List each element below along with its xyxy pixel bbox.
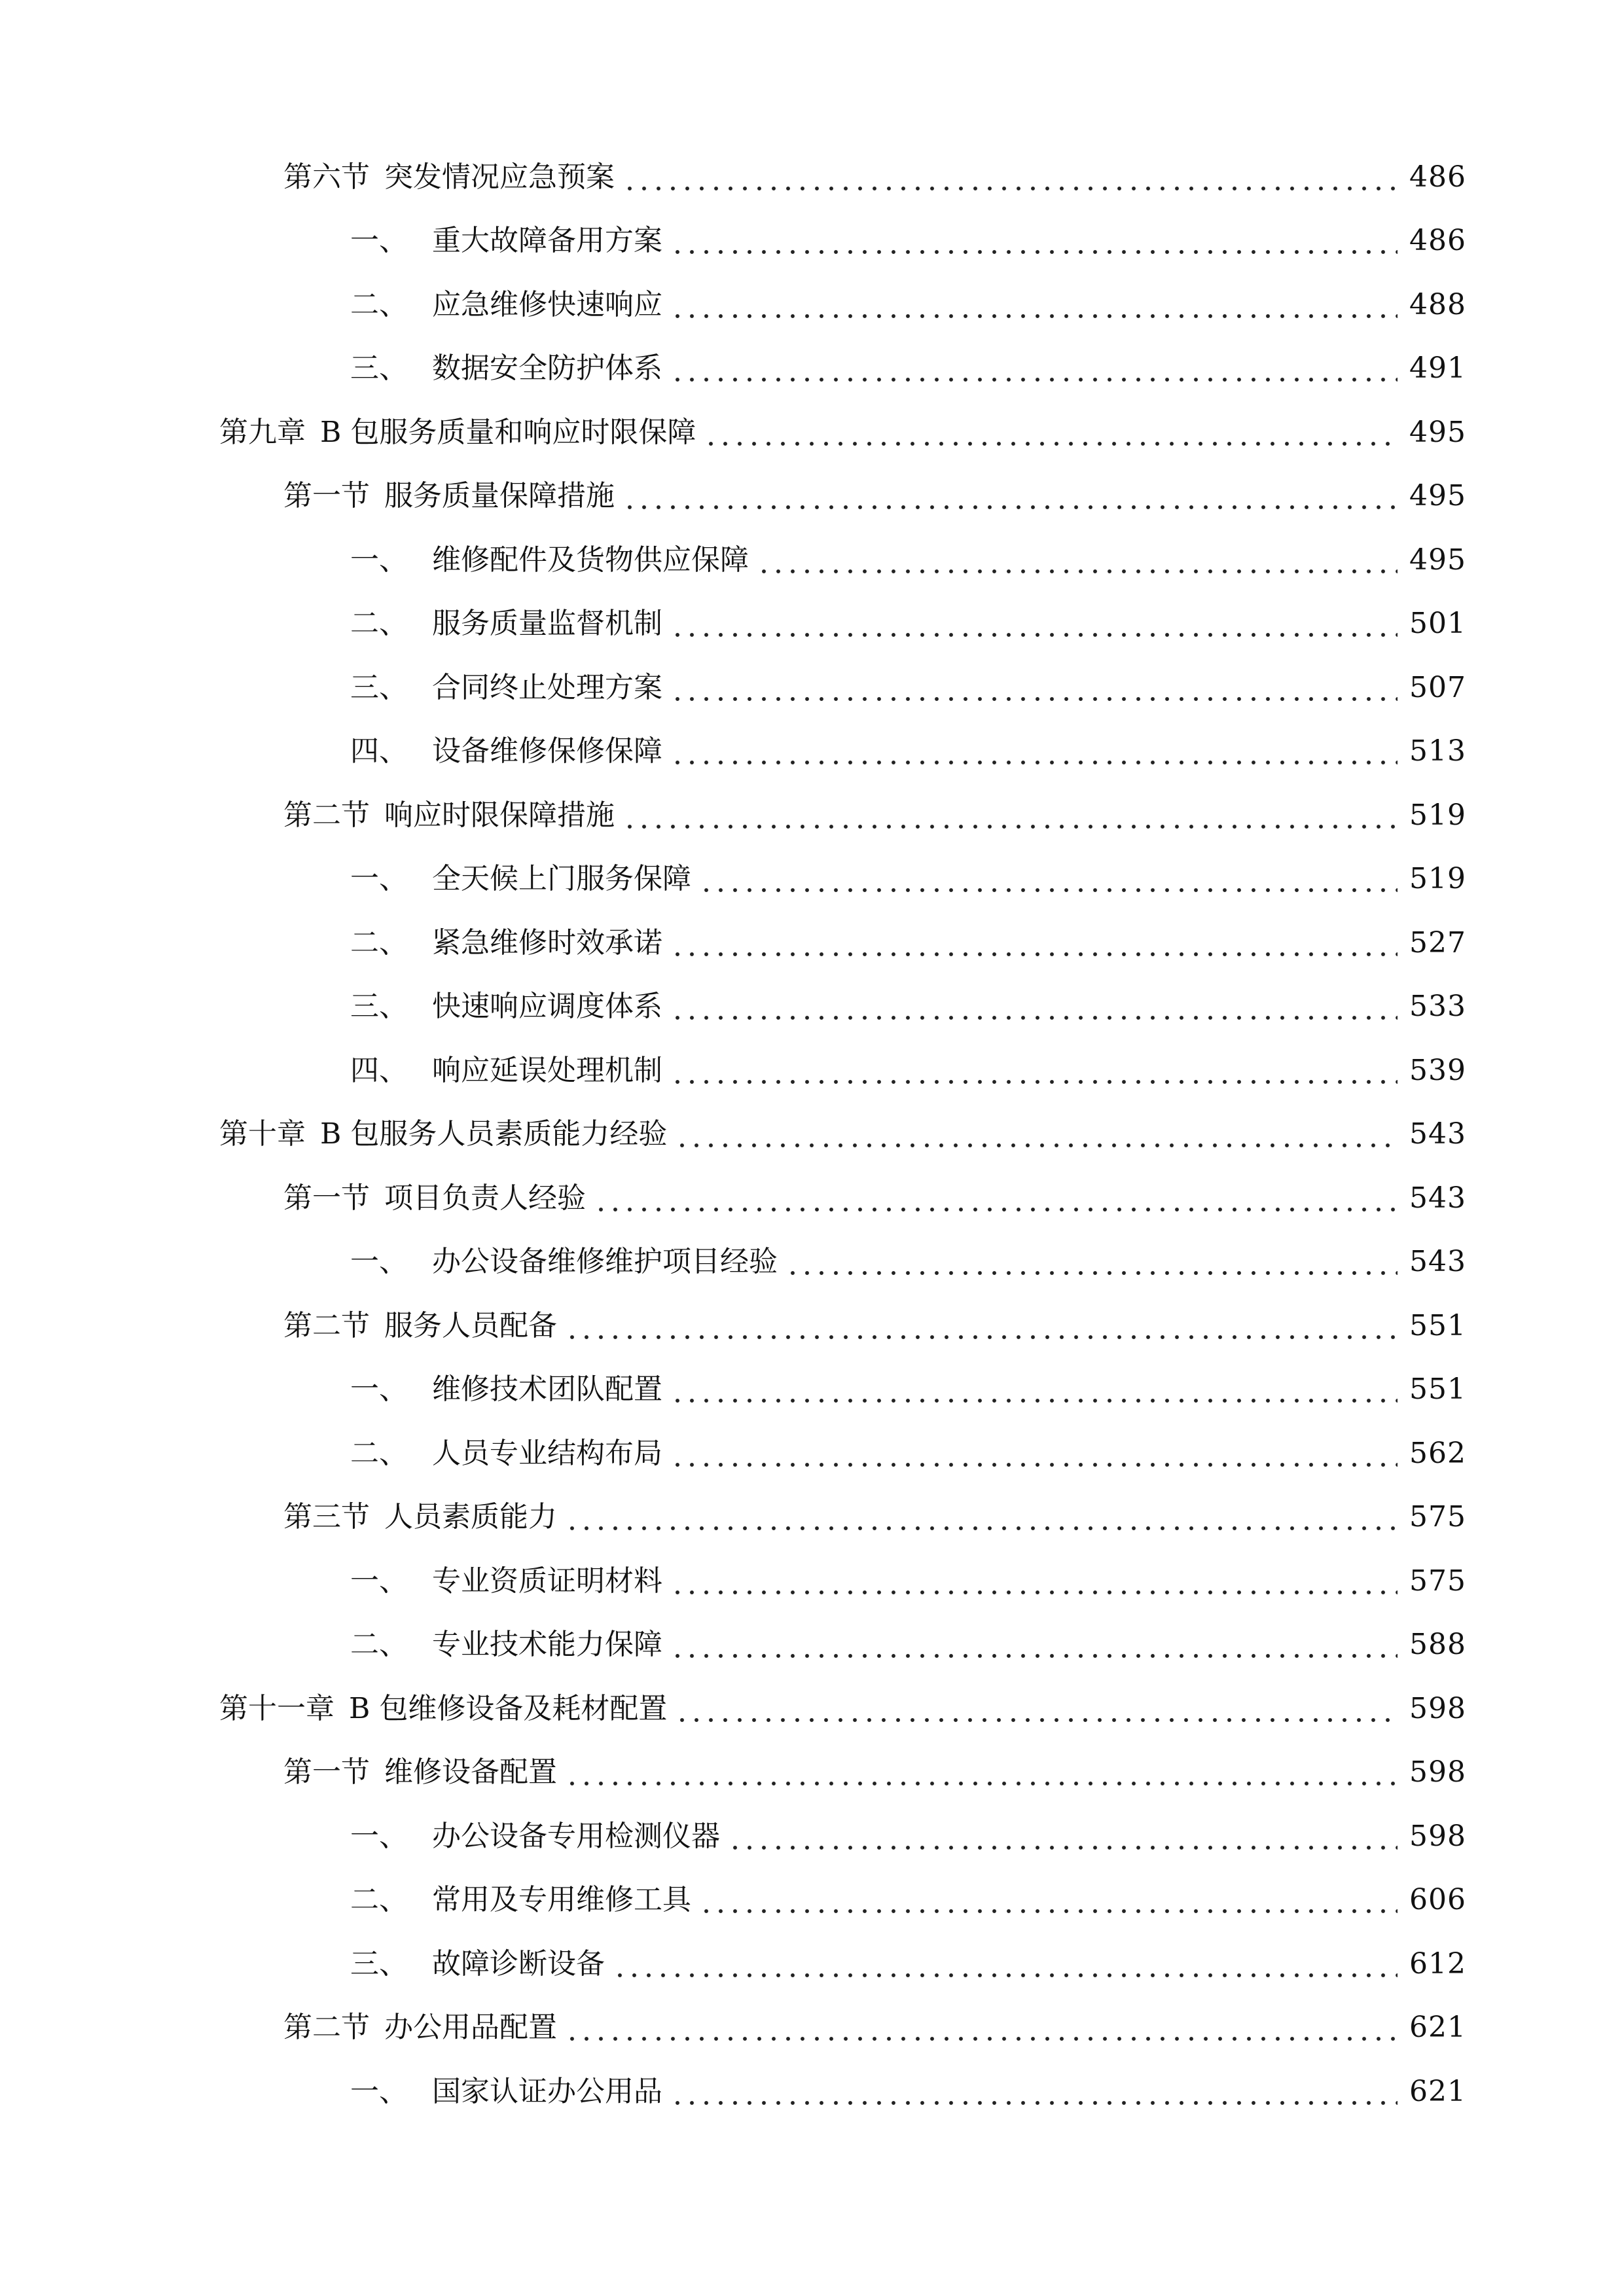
toc-entry-page-number: 598	[1409, 1819, 1466, 1853]
dot-leader	[623, 163, 1398, 192]
toc-entry-title: 重大故障备用方案	[432, 224, 662, 258]
dot-leader	[565, 1503, 1398, 1532]
toc-entry-label	[350, 351, 662, 386]
toc-entry-label	[350, 1819, 720, 1853]
toc-entry-label	[350, 1372, 662, 1407]
dot-leader	[565, 1312, 1398, 1340]
toc-entry[interactable]	[0, 1166, 1624, 1230]
dot-leader	[699, 1886, 1398, 1914]
toc-entry-number: 二、	[350, 925, 408, 960]
toc-entry-title: 响应延误处理机制	[432, 1053, 662, 1087]
toc-entry-label	[283, 1755, 557, 1789]
dot-leader	[670, 1439, 1398, 1468]
toc-entry-page-number: 575	[1409, 1564, 1466, 1598]
dot-leader	[670, 291, 1398, 319]
toc-entry-page-number: 519	[1409, 798, 1466, 832]
toc-entry-number: 第十一章	[219, 1691, 334, 1725]
toc-entry-page-number: 486	[1409, 160, 1466, 194]
toc-entry-title: 响应时限保障措施	[384, 798, 615, 832]
toc-entry-label	[283, 1500, 557, 1534]
dot-leader	[670, 1630, 1398, 1659]
toc-entry[interactable]	[0, 1358, 1624, 1422]
toc-entry-title: 服务质量保障措施	[384, 479, 615, 513]
toc-entry-title: 故障诊断设备	[432, 1946, 605, 1981]
toc-entry-title: B 包服务质量和响应时限保障	[320, 415, 696, 449]
toc-entry-title: 合同终止处理方案	[432, 670, 662, 704]
dot-leader	[594, 1184, 1398, 1213]
toc-entry-label	[350, 2074, 662, 2108]
toc-entry-number: 第十章	[219, 1117, 306, 1151]
dot-leader	[728, 1822, 1398, 1851]
toc-entry-label	[350, 1883, 691, 1917]
toc-entry-label	[350, 734, 662, 768]
toc-entry-number: 二、	[350, 607, 408, 641]
toc-entry[interactable]	[0, 1804, 1624, 1869]
toc-entry-page-number: 507	[1409, 670, 1466, 704]
toc-entry-label	[283, 2011, 557, 2045]
toc-entry-page-number: 621	[1409, 2074, 1466, 2108]
toc-entry-title: 紧急维修时效承诺	[432, 925, 662, 960]
toc-entry[interactable]	[0, 592, 1624, 656]
toc-entry-number: 一、	[350, 1245, 408, 1279]
dot-leader	[670, 929, 1398, 958]
toc-entry[interactable]	[0, 1486, 1624, 1550]
dot-leader	[704, 418, 1398, 447]
toc-entry[interactable]	[0, 848, 1624, 912]
toc-entry-number: 第一节	[283, 1181, 370, 1215]
toc-entry[interactable]	[0, 1549, 1624, 1613]
dot-leader	[623, 482, 1398, 511]
toc-entry-number: 二、	[350, 1628, 408, 1662]
dot-leader	[565, 2013, 1398, 2042]
toc-entry-number: 一、	[350, 224, 408, 258]
toc-entry[interactable]	[0, 1294, 1624, 1358]
toc-entry-page-number: 527	[1409, 925, 1466, 960]
toc-entry-label	[350, 1564, 662, 1598]
toc-entry-title: 应急维修快速响应	[432, 287, 662, 321]
toc-entry[interactable]	[0, 1103, 1624, 1167]
toc-entry-page-number: 575	[1409, 1500, 1466, 1534]
dot-leader	[623, 801, 1398, 830]
toc-entry-label	[350, 1245, 778, 1279]
toc-entry[interactable]	[0, 1422, 1624, 1486]
toc-entry-number: 二、	[350, 1883, 408, 1917]
toc-entry-title: 办公设备维修维护项目经验	[432, 1245, 778, 1279]
toc-entry[interactable]	[0, 911, 1624, 975]
toc-entry[interactable]	[0, 528, 1624, 592]
dot-leader	[699, 865, 1398, 893]
toc-entry-number: 第二节	[283, 2011, 370, 2045]
toc-entry-number: 四、	[350, 734, 408, 768]
toc-entry[interactable]	[0, 465, 1624, 529]
toc-entry[interactable]	[0, 273, 1624, 337]
toc-entry[interactable]	[0, 1996, 1624, 2060]
toc-entry[interactable]	[0, 975, 1624, 1039]
dot-leader	[670, 609, 1398, 638]
toc-entry-page-number: 495	[1409, 543, 1466, 577]
toc-entry[interactable]	[0, 1741, 1624, 1805]
toc-entry-number: 一、	[350, 862, 408, 896]
toc-entry-label	[350, 925, 662, 960]
dot-leader	[670, 1567, 1398, 1596]
toc-entry-label	[350, 607, 662, 641]
toc-entry-number: 第九章	[219, 415, 306, 449]
toc-entry[interactable]	[0, 1869, 1624, 1933]
toc-entry-title: 专业资质证明材料	[432, 1564, 662, 1598]
toc-entry-title: 突发情况应急预案	[384, 160, 615, 194]
toc-entry-number: 二、	[350, 287, 408, 321]
toc-entry-label	[350, 224, 662, 258]
toc-entry-title: 服务质量监督机制	[432, 607, 662, 641]
dot-leader	[675, 1120, 1398, 1149]
toc-entry[interactable]	[0, 1677, 1624, 1741]
toc-entry-label	[219, 1117, 668, 1151]
toc-entry-page-number: 588	[1409, 1628, 1466, 1662]
toc-entry-title: 常用及专用维修工具	[432, 1883, 691, 1917]
toc-entry-page-number: 495	[1409, 415, 1466, 449]
toc-entry[interactable]	[0, 337, 1624, 401]
dot-leader	[757, 546, 1398, 575]
toc-entry-label	[350, 1946, 605, 1981]
toc-entry-page-number: 533	[1409, 990, 1466, 1024]
dot-leader	[785, 1247, 1398, 1276]
toc-entry-page-number: 488	[1409, 287, 1466, 321]
toc-entry-title: B 包服务人员素质能力经验	[320, 1117, 668, 1151]
toc-entry-title: 人员素质能力	[384, 1500, 557, 1534]
toc-entry-number: 第一节	[283, 1755, 370, 1789]
dot-leader	[670, 2077, 1398, 2106]
dot-leader	[670, 992, 1398, 1021]
toc-entry-page-number: 495	[1409, 479, 1466, 513]
toc-entry-label	[350, 670, 662, 704]
toc-entry-title: 办公用品配置	[384, 2011, 557, 2045]
toc-entry-label	[350, 287, 662, 321]
toc-entry-title: 维修技术团队配置	[432, 1372, 662, 1407]
dot-leader	[670, 1375, 1398, 1404]
toc-entry-label	[283, 798, 615, 832]
toc-entry[interactable]	[0, 1932, 1624, 1996]
toc-entry-number: 二、	[350, 1436, 408, 1470]
toc-entry-page-number: 543	[1409, 1181, 1466, 1215]
toc-entry-label	[219, 415, 696, 449]
toc-entry-title: 办公设备专用检测仪器	[432, 1819, 720, 1853]
toc-entry-label	[283, 160, 615, 194]
toc-entry[interactable]	[0, 401, 1624, 465]
toc-entry-number: 第一节	[283, 479, 370, 513]
dot-leader	[675, 1695, 1398, 1723]
toc-entry-title: 维修配件及货物供应保障	[432, 543, 749, 577]
toc-entry[interactable]	[0, 209, 1624, 274]
toc-entry-page-number: 551	[1409, 1308, 1466, 1342]
toc-entry[interactable]	[0, 1613, 1624, 1677]
toc-entry-label	[350, 990, 662, 1024]
dot-leader	[670, 226, 1398, 255]
dot-leader	[670, 354, 1398, 383]
toc-entry[interactable]	[0, 783, 1624, 848]
toc-entry[interactable]	[0, 2060, 1624, 2124]
toc-entry-label	[283, 1181, 586, 1215]
toc-entry-page-number: 491	[1409, 351, 1466, 386]
toc-entry-number: 第二节	[283, 1308, 370, 1342]
toc-entry-title: 人员专业结构布局	[432, 1436, 662, 1470]
table-of-contents	[0, 145, 1624, 2124]
toc-entry-label	[350, 1053, 662, 1087]
toc-entry-label	[350, 862, 691, 896]
toc-entry-number: 一、	[350, 1819, 408, 1853]
toc-entry-number: 一、	[350, 1564, 408, 1598]
toc-entry-label	[283, 1308, 557, 1342]
toc-entry-page-number: 513	[1409, 734, 1466, 768]
toc-entry-title: B 包维修设备及耗材配置	[349, 1691, 668, 1725]
toc-entry-number: 第二节	[283, 798, 370, 832]
toc-entry[interactable]	[0, 145, 1624, 209]
toc-entry-page-number: 543	[1409, 1245, 1466, 1279]
toc-entry-title: 项目负责人经验	[384, 1181, 586, 1215]
toc-entry-page-number: 612	[1409, 1946, 1466, 1981]
dot-leader	[670, 737, 1398, 766]
toc-entry-number: 一、	[350, 2074, 408, 2108]
toc-entry-label	[350, 1436, 662, 1470]
toc-entry-title: 维修设备配置	[384, 1755, 557, 1789]
dot-leader	[613, 1950, 1398, 1979]
toc-entry-page-number: 501	[1409, 607, 1466, 641]
toc-entry-number: 一、	[350, 543, 408, 577]
toc-entry-page-number: 606	[1409, 1883, 1466, 1917]
toc-entry-title: 服务人员配备	[384, 1308, 557, 1342]
toc-entry-page-number: 598	[1409, 1691, 1466, 1725]
toc-entry-number: 第六节	[283, 160, 370, 194]
dot-leader	[670, 673, 1398, 702]
toc-entry-number: 三、	[350, 1946, 408, 1981]
toc-entry[interactable]	[0, 1230, 1624, 1295]
toc-entry-number: 四、	[350, 1053, 408, 1087]
toc-entry-page-number: 551	[1409, 1372, 1466, 1407]
toc-entry-title: 全天候上门服务保障	[432, 862, 691, 896]
toc-entry-title: 国家认证办公用品	[432, 2074, 662, 2108]
toc-entry-page-number: 486	[1409, 224, 1466, 258]
toc-entry-title: 专业技术能力保障	[432, 1628, 662, 1662]
toc-entry-number: 一、	[350, 1372, 408, 1407]
dot-leader	[565, 1758, 1398, 1787]
toc-entry-label	[350, 543, 749, 577]
toc-entry[interactable]	[0, 656, 1624, 720]
toc-entry-number: 三、	[350, 670, 408, 704]
toc-entry-page-number: 562	[1409, 1436, 1466, 1470]
toc-entry-title: 设备维修保修保障	[432, 734, 662, 768]
toc-entry-page-number: 543	[1409, 1117, 1466, 1151]
toc-entry-title: 数据安全防护体系	[432, 351, 662, 386]
toc-entry-page-number: 598	[1409, 1755, 1466, 1789]
toc-entry[interactable]	[0, 1039, 1624, 1103]
toc-entry-number: 三、	[350, 351, 408, 386]
toc-entry-number: 第三节	[283, 1500, 370, 1534]
toc-entry-label	[219, 1691, 668, 1725]
toc-entry-page-number: 539	[1409, 1053, 1466, 1087]
toc-entry-title: 快速响应调度体系	[432, 990, 662, 1024]
toc-entry-label	[350, 1628, 662, 1662]
dot-leader	[670, 1056, 1398, 1085]
toc-entry-label	[283, 479, 615, 513]
toc-entry-number: 三、	[350, 990, 408, 1024]
toc-entry[interactable]	[0, 720, 1624, 784]
toc-entry-page-number: 519	[1409, 862, 1466, 896]
toc-entry-page-number: 621	[1409, 2011, 1466, 2045]
